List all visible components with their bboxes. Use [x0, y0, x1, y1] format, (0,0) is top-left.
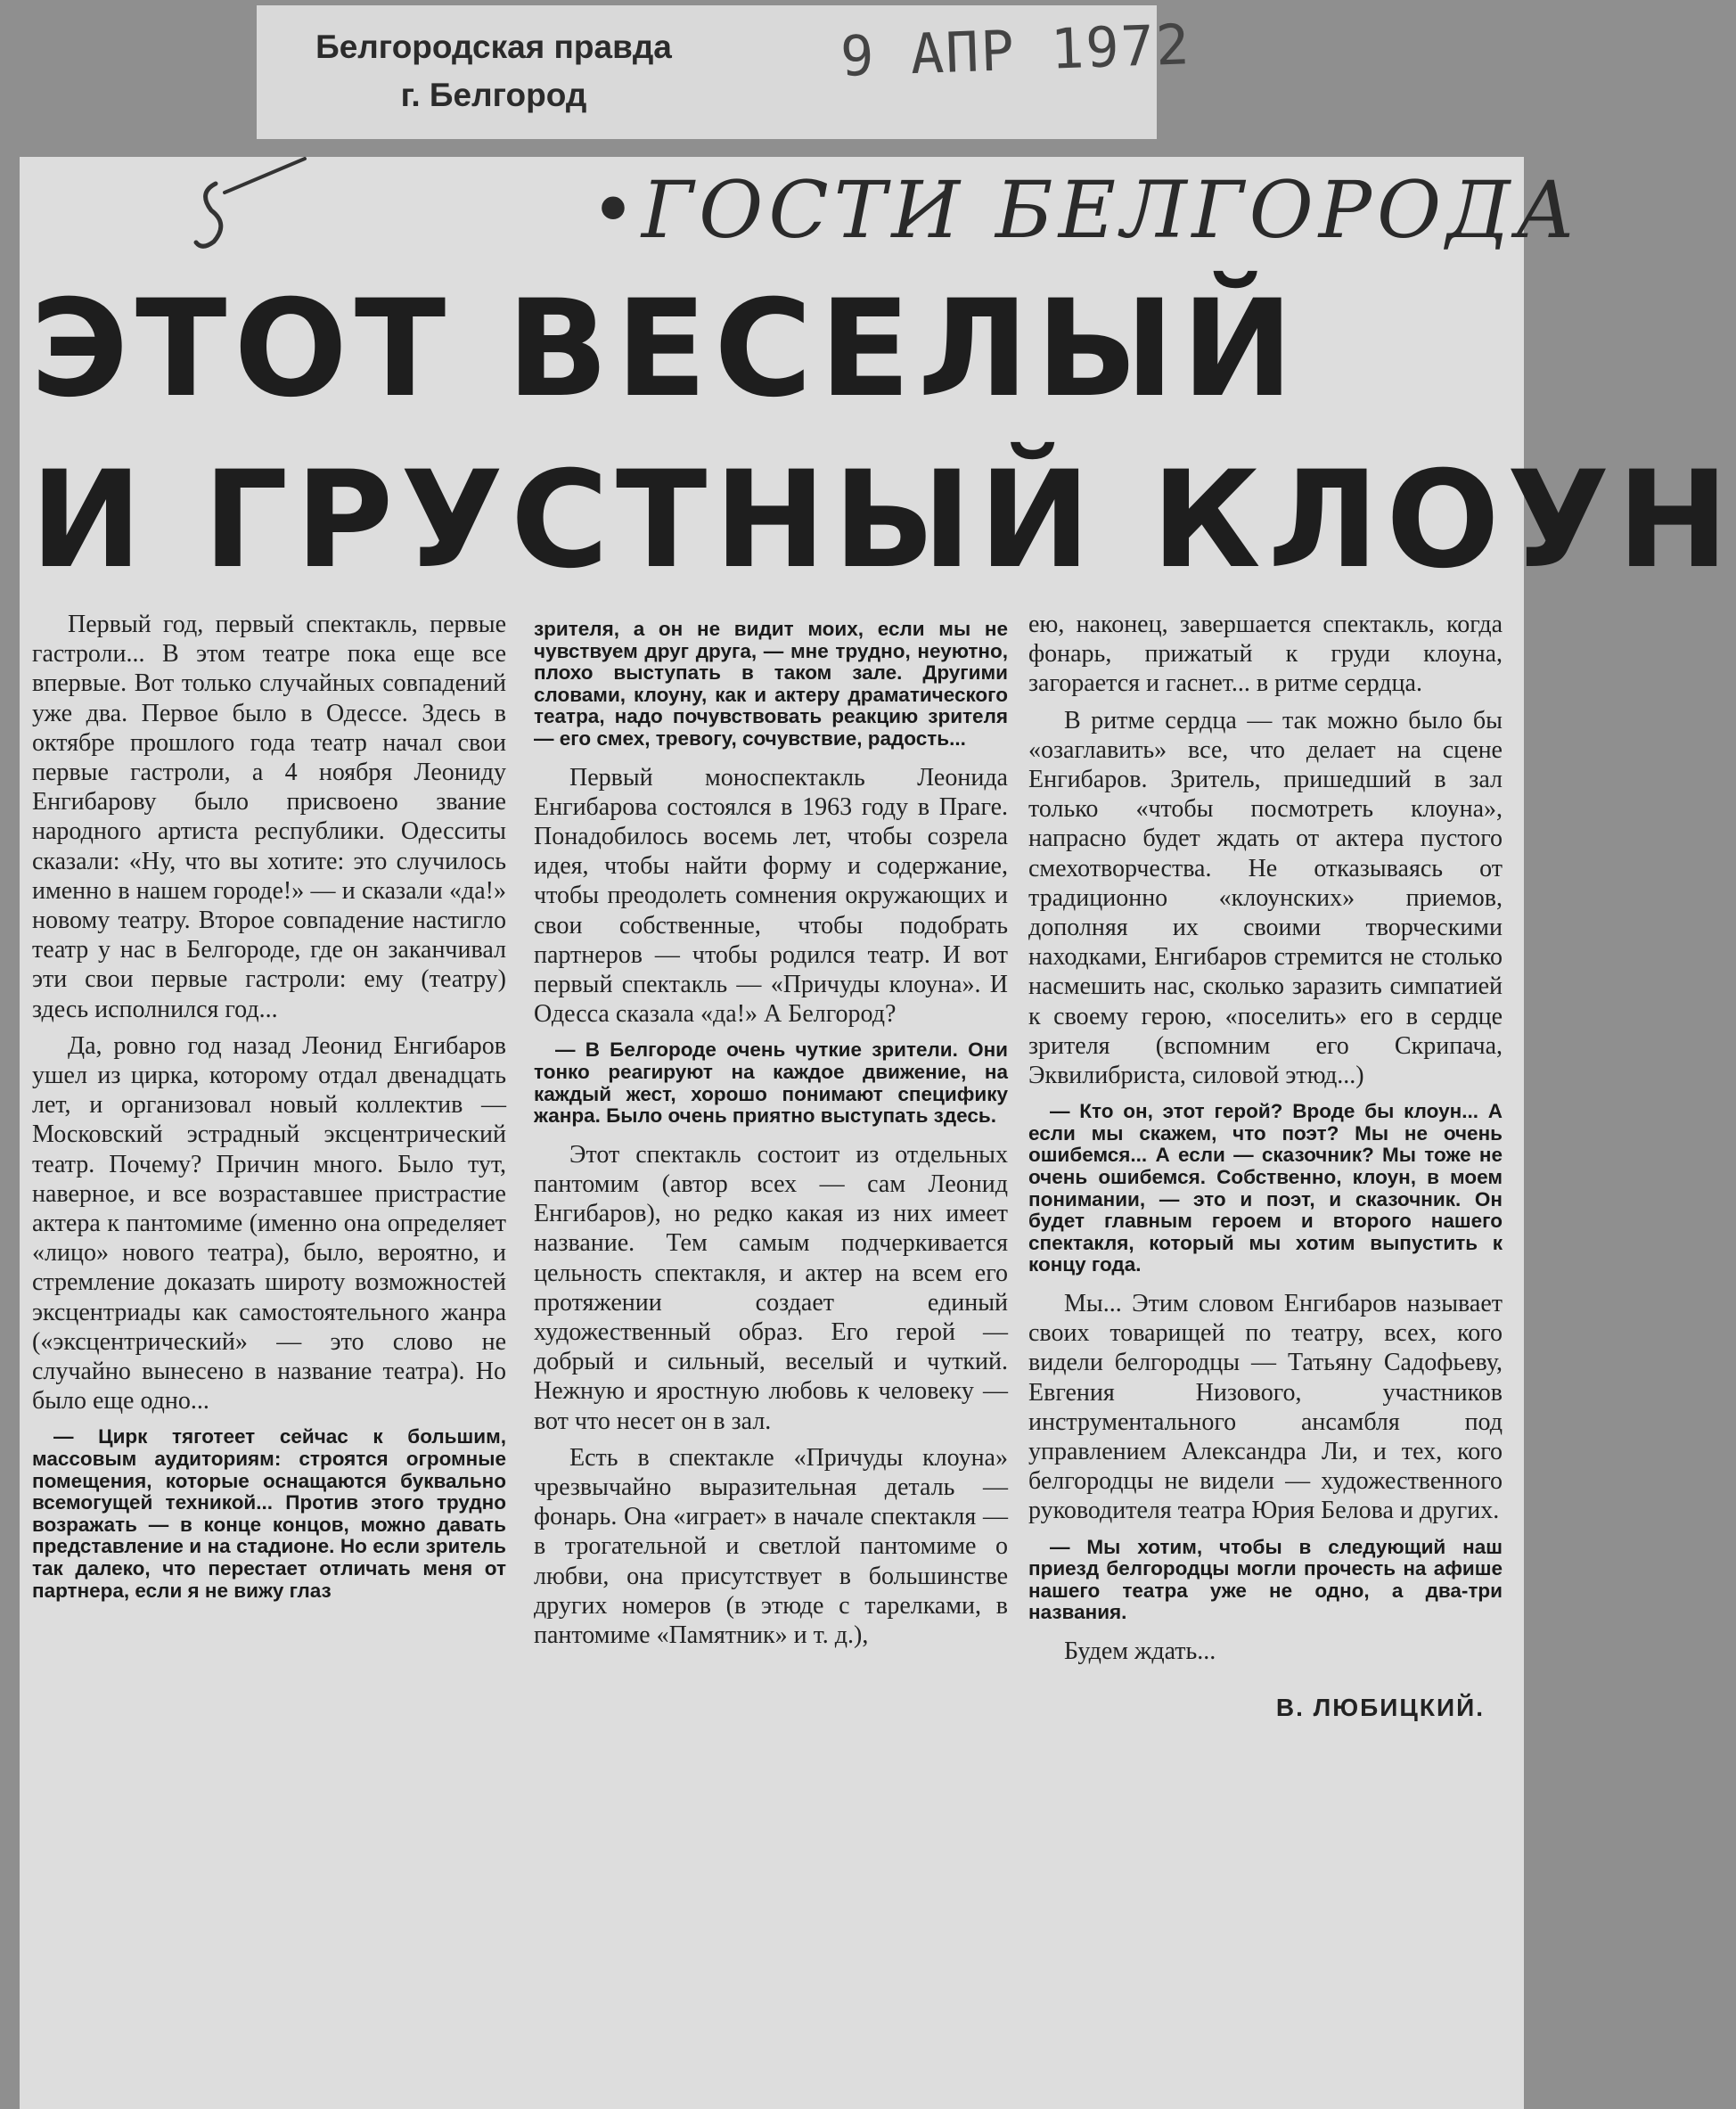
- headline-line-1: ЭТОТ ВЕСЕЛЫЙ: [30, 272, 1301, 427]
- newspaper-city: г. Белгород: [400, 77, 587, 113]
- paragraph: В ритме сердца — так можно было бы «озаглавить» все, что делает на сцене Енгибаров. Зритель, пришедший в зал только «чтобы посмотреть клоуна», напрасно будет ждать от актера пустого смехотворчества. Не отказываясь от традиционно «клоунских» приемов, дополняя их своими творческими находками, Енгибаров стремится не столько насмешить нас, сколько заразить симпатией к своему герою, «поселить» его в сердце зрителя (вспомним его Скрипача, Эквилибриста, силовой этюд...): [1028, 706, 1503, 1090]
- newspaper-name: Белгородская правда: [315, 29, 672, 65]
- paragraph: ею, наконец, завершается спектакль, когда фонарь, прижатый к груди клоуна, загорается и гаснет... в ритме сердца.: [1028, 611, 1503, 698]
- article-column-3: [1028, 610, 1503, 1722]
- handwritten-mark-icon: [189, 157, 314, 264]
- interview-quote: — Кто он, этот герой? Вроде бы клоун... А если мы скажем, что поэт? Мы не очень ошибемся... А если — сказочник? Мы тоже не очень ошибемся. Собственно, клоун, в моем понимании, — это и поэт, и сказочник. Он будет главным героем и второго нашего спектакля, который мы хотим выпустить к концу года.: [1028, 1100, 1503, 1276]
- interview-quote: зрителя, а он не видит моих, если мы не чувствуем друг друга, — мне трудно, неуютно, плохо выступать в таком зале. Другими словами, клоуну, как и актеру драматического театра, надо почувствовать реакцию зрителя — его смех, тревогу, сочувствие, радость...: [534, 618, 1008, 750]
- article-column-1: [32, 610, 506, 1614]
- author-signature: В. ЛЮБИЦКИЙ.: [1275, 1694, 1485, 1722]
- date-stamp: 9 АПР 1972: [839, 12, 1192, 89]
- newspaper-clipping: [20, 157, 1736, 2109]
- interview-quote: — Цирк тяготеет сейчас к большим, массовым аудиториям: строятся огромные помещения, которые оснащаются буквально всемогущей техникой... Против этого трудно возражать — в конце концов, можно давать представление и на стадионе. Но если зритель так далеко, что перестает отличать меня от партнера, если я не вижу глаз: [32, 1425, 506, 1602]
- paragraph: Есть в спектакле «Причуды клоуна» чрезвычайно выразительная деталь — фонарь. Она «играет» в начале спектакля — в трогательной и светлой пантомиме о любви, она присутствует в большинстве других номеров (в этюде с тарелками, в пантомиме «Памятник» и т. д.),: [534, 1443, 1008, 1650]
- headline: [30, 264, 1736, 606]
- handwritten-mark-text: 5: [189, 157, 190, 158]
- paragraph: Мы... Этим словом Енгибаров называет своих товарищей по театру, всех, кого видели белгородцы — Татьяну Садофьеву, Евгения Низового, участников инструментального ансамбля под управлением Александра Ли, и тех, кого белгородцы не видели — художественного руководителя театра Юрия Белова и других.: [1028, 1290, 1503, 1525]
- interview-quote: — В Белгороде очень чуткие зрители. Они тонко реагируют на каждое движение, на каждый жест, хорошо понимают специфику жанра. Было очень приятно выступать здесь.: [534, 1038, 1008, 1128]
- paragraph: Будем ждать...: [1064, 1637, 1216, 1665]
- article-column-2: [534, 619, 1008, 1657]
- paragraph: Этот спектакль состоит из отдельных пантомим (автор всех — сам Леонид Енгибаров), но редко какая из них имеет название. Тем самым подчеркивается цельность спектакля, и актер на всем его протяжении создает единый художественный образ. Его герой — добрый и сильный, веселый и чуткий. Нежную и яростную любовь к человеку — вот что несет он в зал.: [534, 1140, 1008, 1435]
- interview-quote: — Мы хотим, чтобы в следующий наш приезд белгородцы могли прочесть на афише нашего театра уже не одно, а два-три названия.: [1028, 1535, 1503, 1624]
- newspaper-source-text: [298, 23, 690, 119]
- newspaper-source-label: [257, 5, 1192, 139]
- paragraph: Да, ровно год назад Леонид Енгибаров ушел из цирка, которому отдал двенадцать лет, и организовал новый коллектив — Московский эстрадный эксцентрический театр. Почему? Причин много. Было тут, наверное, и все возраставшее пристрастие актера к пантомиме (именно она определяет «лицо» нового театра), было, вероятно, и стремление доказать широту возможностей эксцентриады как самостоятельного жанра («эксцентрический» — это слово не случайно вынесено в название театра). Но было еще одно...: [32, 1031, 506, 1416]
- paragraph: Первый год, первый спектакль, первые гастроли... В этом театре пока еще все впервые. Вот только случайных совпадений уже два. Первое было в Одессе. Здесь в октябре прошлого года театр начал свои первые гастроли, а 4 ноября Леониду Енгибарову было присвоено звание народного артиста республики. Одесситы сказали: «Ну, что вы хотите: это случилось именно в нашем городе!» — и сказали «да!» новому театру. Второе совпадение настигло театр у нас в Белгороде, где он заканчивал эти свои первые гастроли: ему (театру) здесь исполнился год...: [32, 611, 506, 1023]
- rubric: •ГОСТИ БЕЛГОРОДА: [590, 164, 1581, 256]
- paragraph: Первый моноспектакль Леонида Енгибарова состоялся в 1963 году в Праге. Понадобилось восемь лет, чтобы созрела идея, чтобы найти форму и содержание, чтобы преодолеть сомнения окружающих и свои собственные, чтобы подобрать партнеров — чтобы родился театр. И вот первый спектакль — «Причуды клоуна». И Одесса сказала «да!» А Белгород?: [534, 763, 1008, 1029]
- headline-line-2: И ГРУСТНЫЙ КЛОУН: [30, 443, 1736, 598]
